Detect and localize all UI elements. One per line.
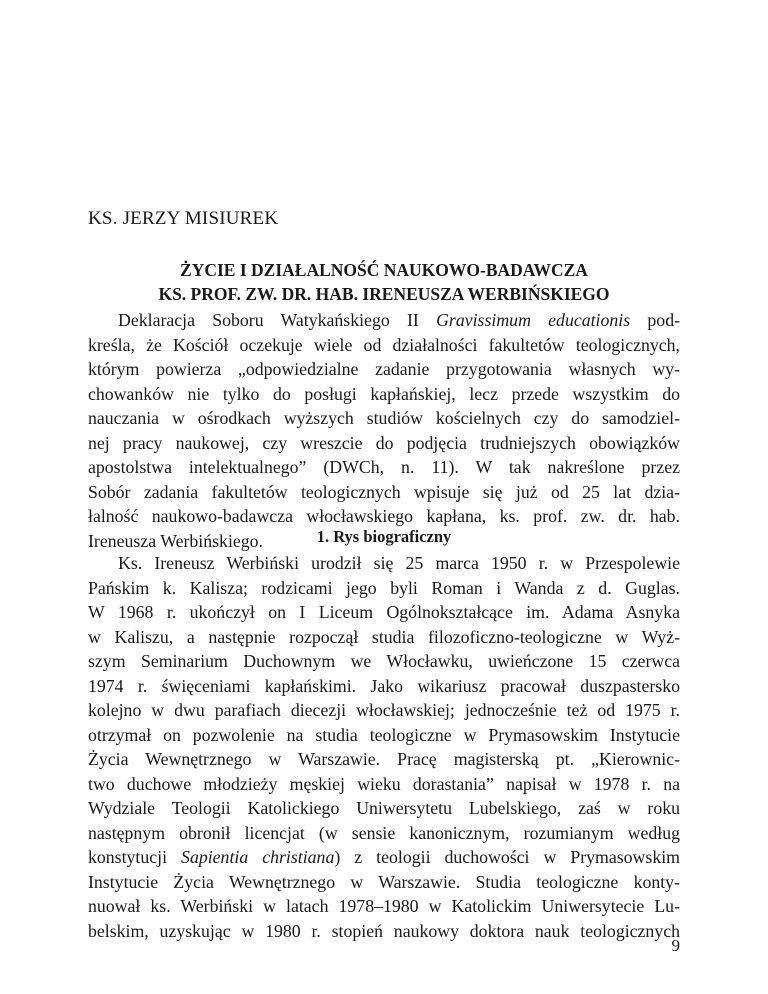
intro-paragraph	[88, 308, 680, 553]
text-line: Ks. Ireneusz Werbiński urodził się 25 marca 1950 r. w Przespolewie	[118, 553, 680, 573]
text-line: łalność naukowo-badawcza włocławskiego kapłana, ks. prof. zw. dr. hab.	[88, 506, 680, 526]
text-line: W 1968 r. ukończył on I Liceum Ogólnokształcące im. Adama Asnyka	[88, 602, 680, 622]
text-line: two duchowe młodzieży męskiej wieku dorastania” napisał w 1978 r. na	[88, 773, 680, 794]
text-line: nauczania w ośrodkach wyższych studiów kościelnych czy do samodziel-	[88, 408, 680, 428]
text-line: konstytucji Sapientia christiana) z teologii duchowości w Prymasowskim	[88, 847, 680, 867]
biography-paragraph	[88, 551, 680, 943]
text-line: następnym obronił licencjat (w sensie kanonicznym, rozumianym według	[88, 822, 680, 843]
author-name: KS. JERZY MISIUREK	[88, 208, 279, 229]
article-title	[88, 258, 680, 306]
text-line: apostolstwa intelektualnego” (DWCh, n. 11). W tak nakreślone przez	[88, 457, 680, 477]
text-line: Wydziale Teologii Katolickiego Uniwersytetu Lubelskiego, zaś w roku	[88, 798, 680, 818]
text-line: 1974 r. święceniami kapłańskimi. Jako wikariusz pracował duszpastersko	[88, 675, 680, 696]
text-line: w Kaliszu, a następnie rozpoczął studia filozoficzno-teologiczne w Wyż-	[88, 626, 680, 647]
text-line: Sobór zadania fakultetów teologicznych wpisuje się już od 25 lat dzia-	[88, 481, 680, 502]
section-heading: 1. Rys biograficzny	[316, 527, 452, 546]
text-line: nej pracy naukowej, czy wreszcie do podjęcia trudniejszych obowiązków	[88, 432, 680, 453]
title-line-2: KS. PROF. ZW. DR. HAB. IRENEUSZA WERBIŃSKIEGO	[158, 284, 610, 304]
text-line: Instytucie Życia Wewnętrznego w Warszawie. Studia teologiczne konty-	[88, 871, 680, 892]
text-line: chowanków nie tylko do posługi kapłańskiej, lecz przede wszystkim do	[88, 383, 680, 404]
text-line: nuował ks. Werbiński w latach 1978–1980 w Katolickim Uniwersytecie Lu-	[88, 896, 680, 916]
text-line: kolejno w dwu parafiach diecezji włocławskiej; jednocześnie też od 1975 r.	[88, 700, 680, 720]
text-line: otrzymał on pozwolenie na studia teologiczne w Prymasowskim Instytucie	[88, 724, 680, 745]
text-line: belskim, uzyskując w 1980 r. stopień naukowy doktora nauk teologicznych	[88, 920, 680, 941]
text-line: szym Seminarium Duchownym we Włocławku, uwieńczone 15 czerwca	[88, 651, 680, 671]
text-line: Pańskim k. Kalisza; rodzicami jego byli Roman i Wanda z d. Guglas.	[88, 577, 680, 598]
text-line: którym powierza „odpowiedzialne zadanie przygotowania własnych wy-	[88, 359, 680, 379]
text-line: Deklaracja Soboru Watykańskiego II Gravissimum educationis pod-	[118, 310, 680, 330]
page-number: 9	[671, 936, 680, 955]
title-line-1: ŻYCIE I DZIAŁALNOŚĆ NAUKOWO-BADAWCZA	[180, 260, 588, 280]
text-line: Ireneusza Werbińskiego.	[88, 530, 263, 551]
text-line: kreśla, że Kościół oczekuje wiele od działalności fakultetów teologicznych,	[88, 334, 680, 355]
text-line: Życia Wewnętrznego w Warszawie. Pracę magisterską pt. „Kierownic-	[88, 749, 680, 769]
